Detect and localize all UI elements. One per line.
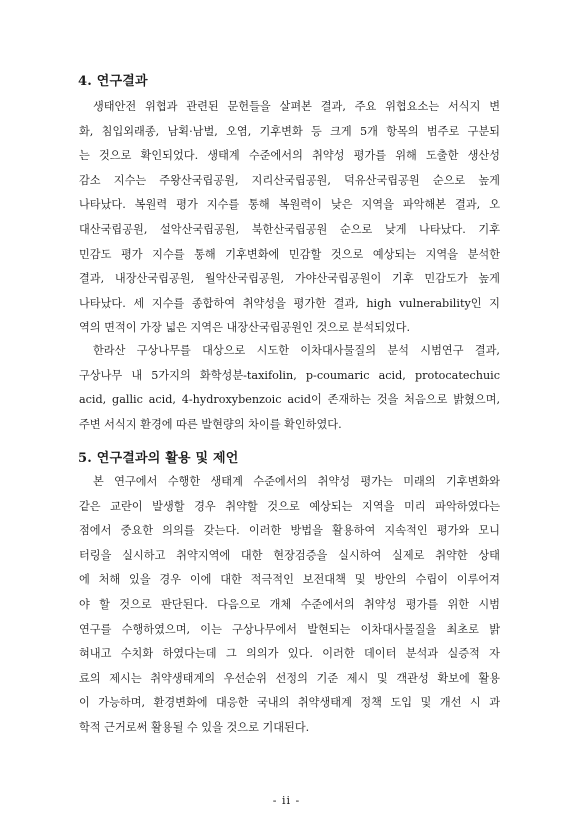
text-line: 생태안전 위협과 관련된 문헌들을 살펴본 결과, 주요 위협요소는 서식지 변 — [93, 100, 500, 113]
text-line: 에 처해 있을 경우 이에 대한 적극적인 보전대책 및 방안의 수립이 이루어져 — [79, 573, 500, 587]
text-line: 구상나무 내 5가지의 화학성분-taxifolin, p-coumaric acid, protocatechuic — [79, 368, 500, 382]
section-5-paragraph-1 — [79, 470, 500, 741]
text-line: 점에서 중요한 의의를 갖는다. 이러한 방법을 활용하여 지속적인 평가와 모니 — [79, 524, 500, 538]
text-line: 한라산 구상나무를 대상으로 시도한 이차대사물질의 분석 시범연구 결과, — [93, 344, 500, 357]
section-4-paragraph-1 — [79, 95, 500, 341]
text-line: 감소 지수는 주왕산국립공원, 지리산국립공원, 덕유산국립공원 순으로 높게 — [79, 173, 500, 187]
text-line: 나타났다. 복원력 평가 지수를 통해 복원력이 낮은 지역을 파악해본 결과, 오 — [79, 198, 500, 212]
text-line: 터링을 실시하고 취약지역에 대한 현장검증을 실시하여 실제로 취약한 상태 — [79, 548, 500, 562]
text-line: 야 할 것으로 판단된다. 다음으로 개체 수준에서의 취약성 평가를 위한 시범 — [79, 597, 500, 611]
text-line: 주변 서식지 환경에 따른 발현량의 차이를 확인하였다. — [79, 417, 342, 431]
text-line: 역의 면적이 가장 넓은 지역은 내장산국립공원인 것으로 분석되었다. — [79, 321, 411, 335]
text-line: acid, gallic acid, 4-hydroxybenzoic acid이 존재하는 것을 처음으로 밝혔으며, — [79, 393, 500, 407]
text-line: 학적 근거로써 활용될 수 있을 것으로 기대된다. — [79, 720, 310, 734]
text-line: 혀내고 수치화 하였다는데 그 의의가 있다. 이러한 데이터 분석과 실증적 자 — [79, 647, 500, 661]
text-line: 나타났다. 세 지수를 종합하여 취약성을 평가한 결과, high vulnerability인 지 — [79, 296, 500, 310]
section-5-heading: 5. 연구결과의 활용 및 제언 — [78, 451, 239, 466]
text-line: 같은 교란이 발생할 경우 취약할 것으로 예상되는 지역을 미리 파악하였다는 — [79, 499, 500, 513]
section-4-heading: 4. 연구결과 — [78, 74, 148, 89]
text-line: 는 것으로 확인되었다. 생태계 수준에서의 취약성 평가를 위해 도출한 생산성 — [79, 149, 500, 163]
text-line: 연구를 수행하였으며, 이는 구상나무에서 발현되는 이차대사물질을 최초로 밝 — [79, 622, 500, 636]
text-line: 본 연구에서 수행한 생태계 수준에서의 취약성 평가는 미래의 기후변화와 — [93, 475, 500, 488]
text-line: 대산국립공원, 설악산국립공원, 북한산국립공원 순으로 낮게 나타났다. 기후 — [79, 222, 500, 236]
text-line: 결과, 내장산국립공원, 월악산국립공원, 가야산국립공원이 기후 민감도가 높게 — [79, 272, 500, 286]
text-line: 료의 제시는 취약생태계의 우선순위 선정의 기준 제시 및 객관성 확보에 활용 — [79, 671, 500, 685]
section-4-paragraph-2 — [79, 339, 500, 437]
text-line: 이 가능하며, 환경변화에 대응한 국내의 취약생태계 정책 도입 및 개선 시 과 — [79, 696, 500, 710]
text-line: 민감도 평가 지수를 통해 기후변화에 민감할 것으로 예상되는 지역을 분석한 — [79, 247, 500, 261]
text-line: 화, 침입외래종, 남획·남벌, 오염, 기후변화 등 크게 5개 항목의 범주로 구분되 — [79, 124, 500, 138]
page-number: - ii - — [272, 794, 301, 807]
